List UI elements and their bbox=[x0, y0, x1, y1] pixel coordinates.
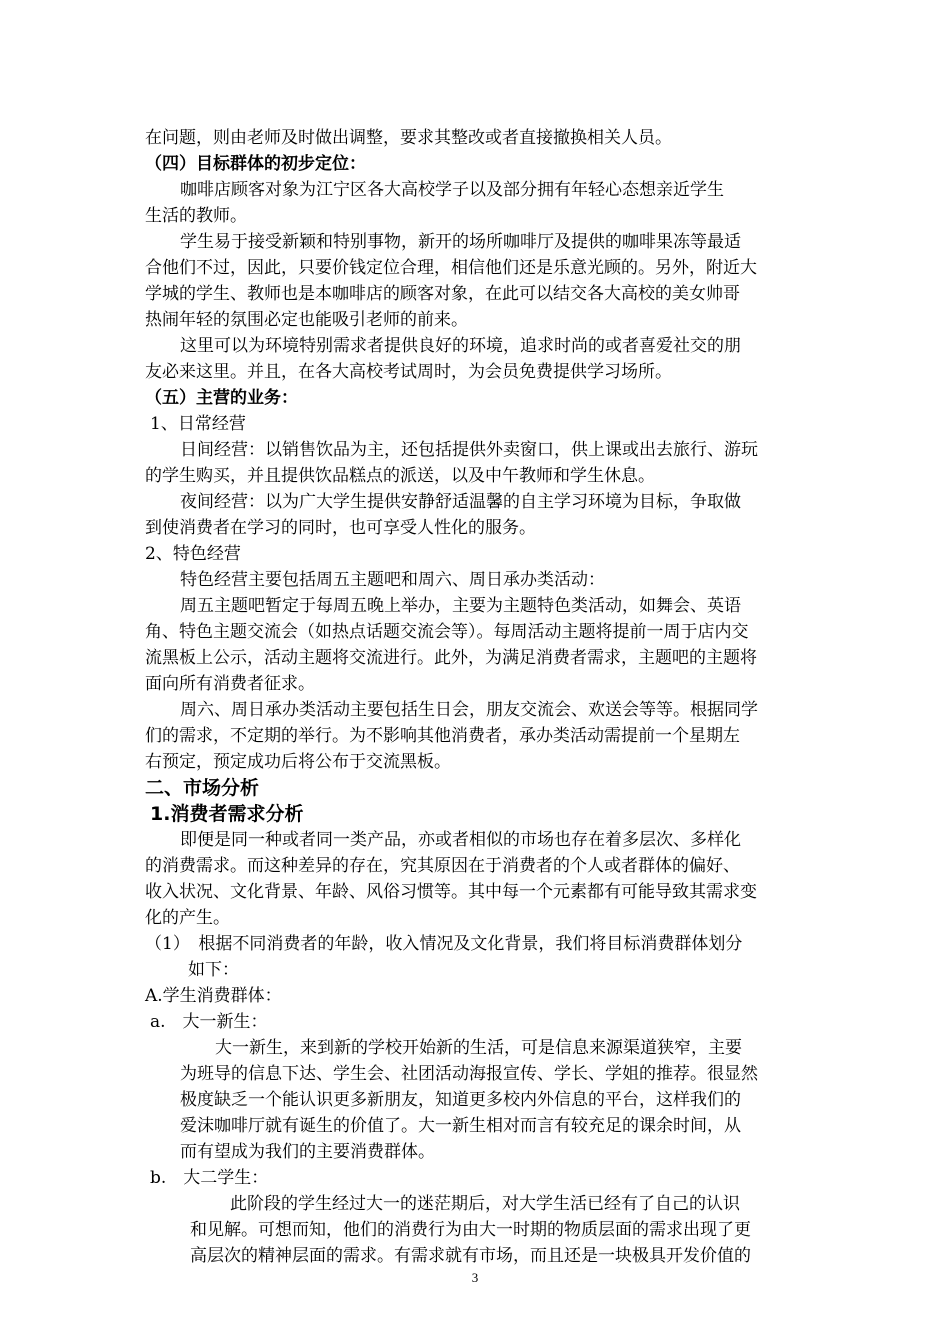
text-line: 友必来这里。并且，在各大高校考试周时，为会员免费提供学习场所。 bbox=[145, 362, 672, 382]
text-line: 即便是同一种或者同一类产品，亦或者相似的市场也存在着多层次、多样化 bbox=[180, 830, 741, 850]
text-line: 咖啡店顾客对象为江宁区各大高校学子以及部分拥有年轻心态想亲近学生 bbox=[180, 180, 724, 200]
page-number: 3 bbox=[471, 1270, 479, 1285]
text-line: 右预定，预定成功后将公布于交流黑板。 bbox=[145, 752, 451, 772]
text-line: 化的产生。 bbox=[145, 908, 230, 928]
section-heading: （四）目标群体的初步定位： bbox=[145, 154, 366, 174]
text-line: 们的需求，不定期的举行。为不影响其他消费者，承办类活动需提前一个星期左 bbox=[145, 726, 740, 746]
text-line: 爱沫咖啡厅就有诞生的价值了。大一新生相对而言有较充足的课余时间，从 bbox=[180, 1116, 741, 1136]
chapter-heading: 二、市场分析 bbox=[145, 777, 260, 799]
section-heading: （五）主营的业务： bbox=[145, 388, 298, 408]
text-line: 的消费需求。而这种差异的存在，究其原因在于消费者的个人或者群体的偏好、 bbox=[145, 856, 740, 876]
list-item: （1） 根据不同消费者的年龄，收入情况及文化背景，我们将目标消费群体划分 bbox=[145, 934, 743, 954]
text-line: 到使消费者在学习的同时，也可享受人性化的服务。 bbox=[145, 518, 536, 538]
text-line: 这里可以为环境特别需求者提供良好的环境，追求时尚的或者喜爱社交的朋 bbox=[180, 336, 741, 356]
text-line: 日间经营：以销售饮品为主，还包括提供外卖窗口，供上课或出去旅行、游玩 bbox=[180, 440, 758, 460]
text-line: 和见解。可想而知，他们的消费行为由大一时期的物质层面的需求出现了更 bbox=[190, 1220, 751, 1240]
text-line: 的学生购买，并且提供饮品糕点的派送，以及中午教师和学生休息。 bbox=[145, 466, 655, 486]
text-line: 热闹年轻的氛围必定也能吸引老师的前来。 bbox=[145, 310, 468, 330]
text-line: 周五主题吧暂定于每周五晚上举办，主要为主题特色类活动，如舞会、英语 bbox=[180, 596, 741, 616]
text-line: 面向所有消费者征求。 bbox=[145, 674, 315, 694]
text-line: 为班导的信息下达、学生会、社团活动海报宣传、学长、学姐的推荐。很显然 bbox=[180, 1064, 758, 1084]
text-line: 角、特色主题交流会（如热点话题交流会等）。每周活动主题将提前一周于店内交 bbox=[145, 622, 749, 642]
subheading: A.学生消费群体： bbox=[145, 986, 282, 1006]
text-line: 而有望成为我们的主要消费群体。 bbox=[180, 1142, 435, 1162]
text-line: 如下： bbox=[188, 960, 239, 980]
text-line: 学生易于接受新颖和特别事物，新开的场所咖啡厅及提供的咖啡果冻等最适 bbox=[180, 232, 741, 252]
section-heading: 1.消费者需求分析 bbox=[150, 803, 304, 825]
subheading: 1、日常经营 bbox=[150, 414, 246, 434]
text-line: 高层次的精神层面的需求。有需求就有市场，而且还是一块极具开发价值的 bbox=[190, 1246, 751, 1266]
text-line: 生活的教师。 bbox=[145, 206, 247, 226]
list-item: a. 大一新生： bbox=[150, 1012, 268, 1032]
subheading: 2、特色经营 bbox=[145, 544, 241, 564]
text-line: 收入状况、文化背景、年龄、风俗习惯等。其中每一个元素都有可能导致其需求变 bbox=[145, 882, 757, 902]
text-line: 流黑板上公示，活动主题将交流进行。此外，为满足消费者需求，主题吧的主题将 bbox=[145, 648, 757, 668]
text-line: 极度缺乏一个能认识更多新朋友，知道更多校内外信息的平台，这样我们的 bbox=[180, 1090, 741, 1110]
text-line: 大一新生，来到新的学校开始新的生活，可是信息来源渠道狭窄，主要 bbox=[215, 1038, 742, 1058]
text-line: 特色经营主要包括周五主题吧和周六、周日承办类活动： bbox=[180, 570, 605, 590]
text-line: 此阶段的学生经过大一的迷茫期后，对大学生活已经有了自己的认识 bbox=[230, 1194, 740, 1214]
text-line: 在问题，则由老师及时做出调整，要求其整改或者直接撤换相关人员。 bbox=[145, 128, 672, 148]
text-line: 夜间经营：以为广大学生提供安静舒适温馨的自主学习环境为目标，争取做 bbox=[180, 492, 741, 512]
text-line: 学城的学生、教师也是本咖啡店的顾客对象，在此可以结交各大高校的美女帅哥 bbox=[145, 284, 740, 304]
text-line: 周六、周日承办类活动主要包括生日会，朋友交流会、欢送会等等。根据同学 bbox=[180, 700, 758, 720]
text-line: 合他们不过，因此，只要价钱定位合理，相信他们还是乐意光顾的。另外，附近大 bbox=[145, 258, 757, 278]
list-item: b. 大二学生： bbox=[150, 1168, 269, 1188]
